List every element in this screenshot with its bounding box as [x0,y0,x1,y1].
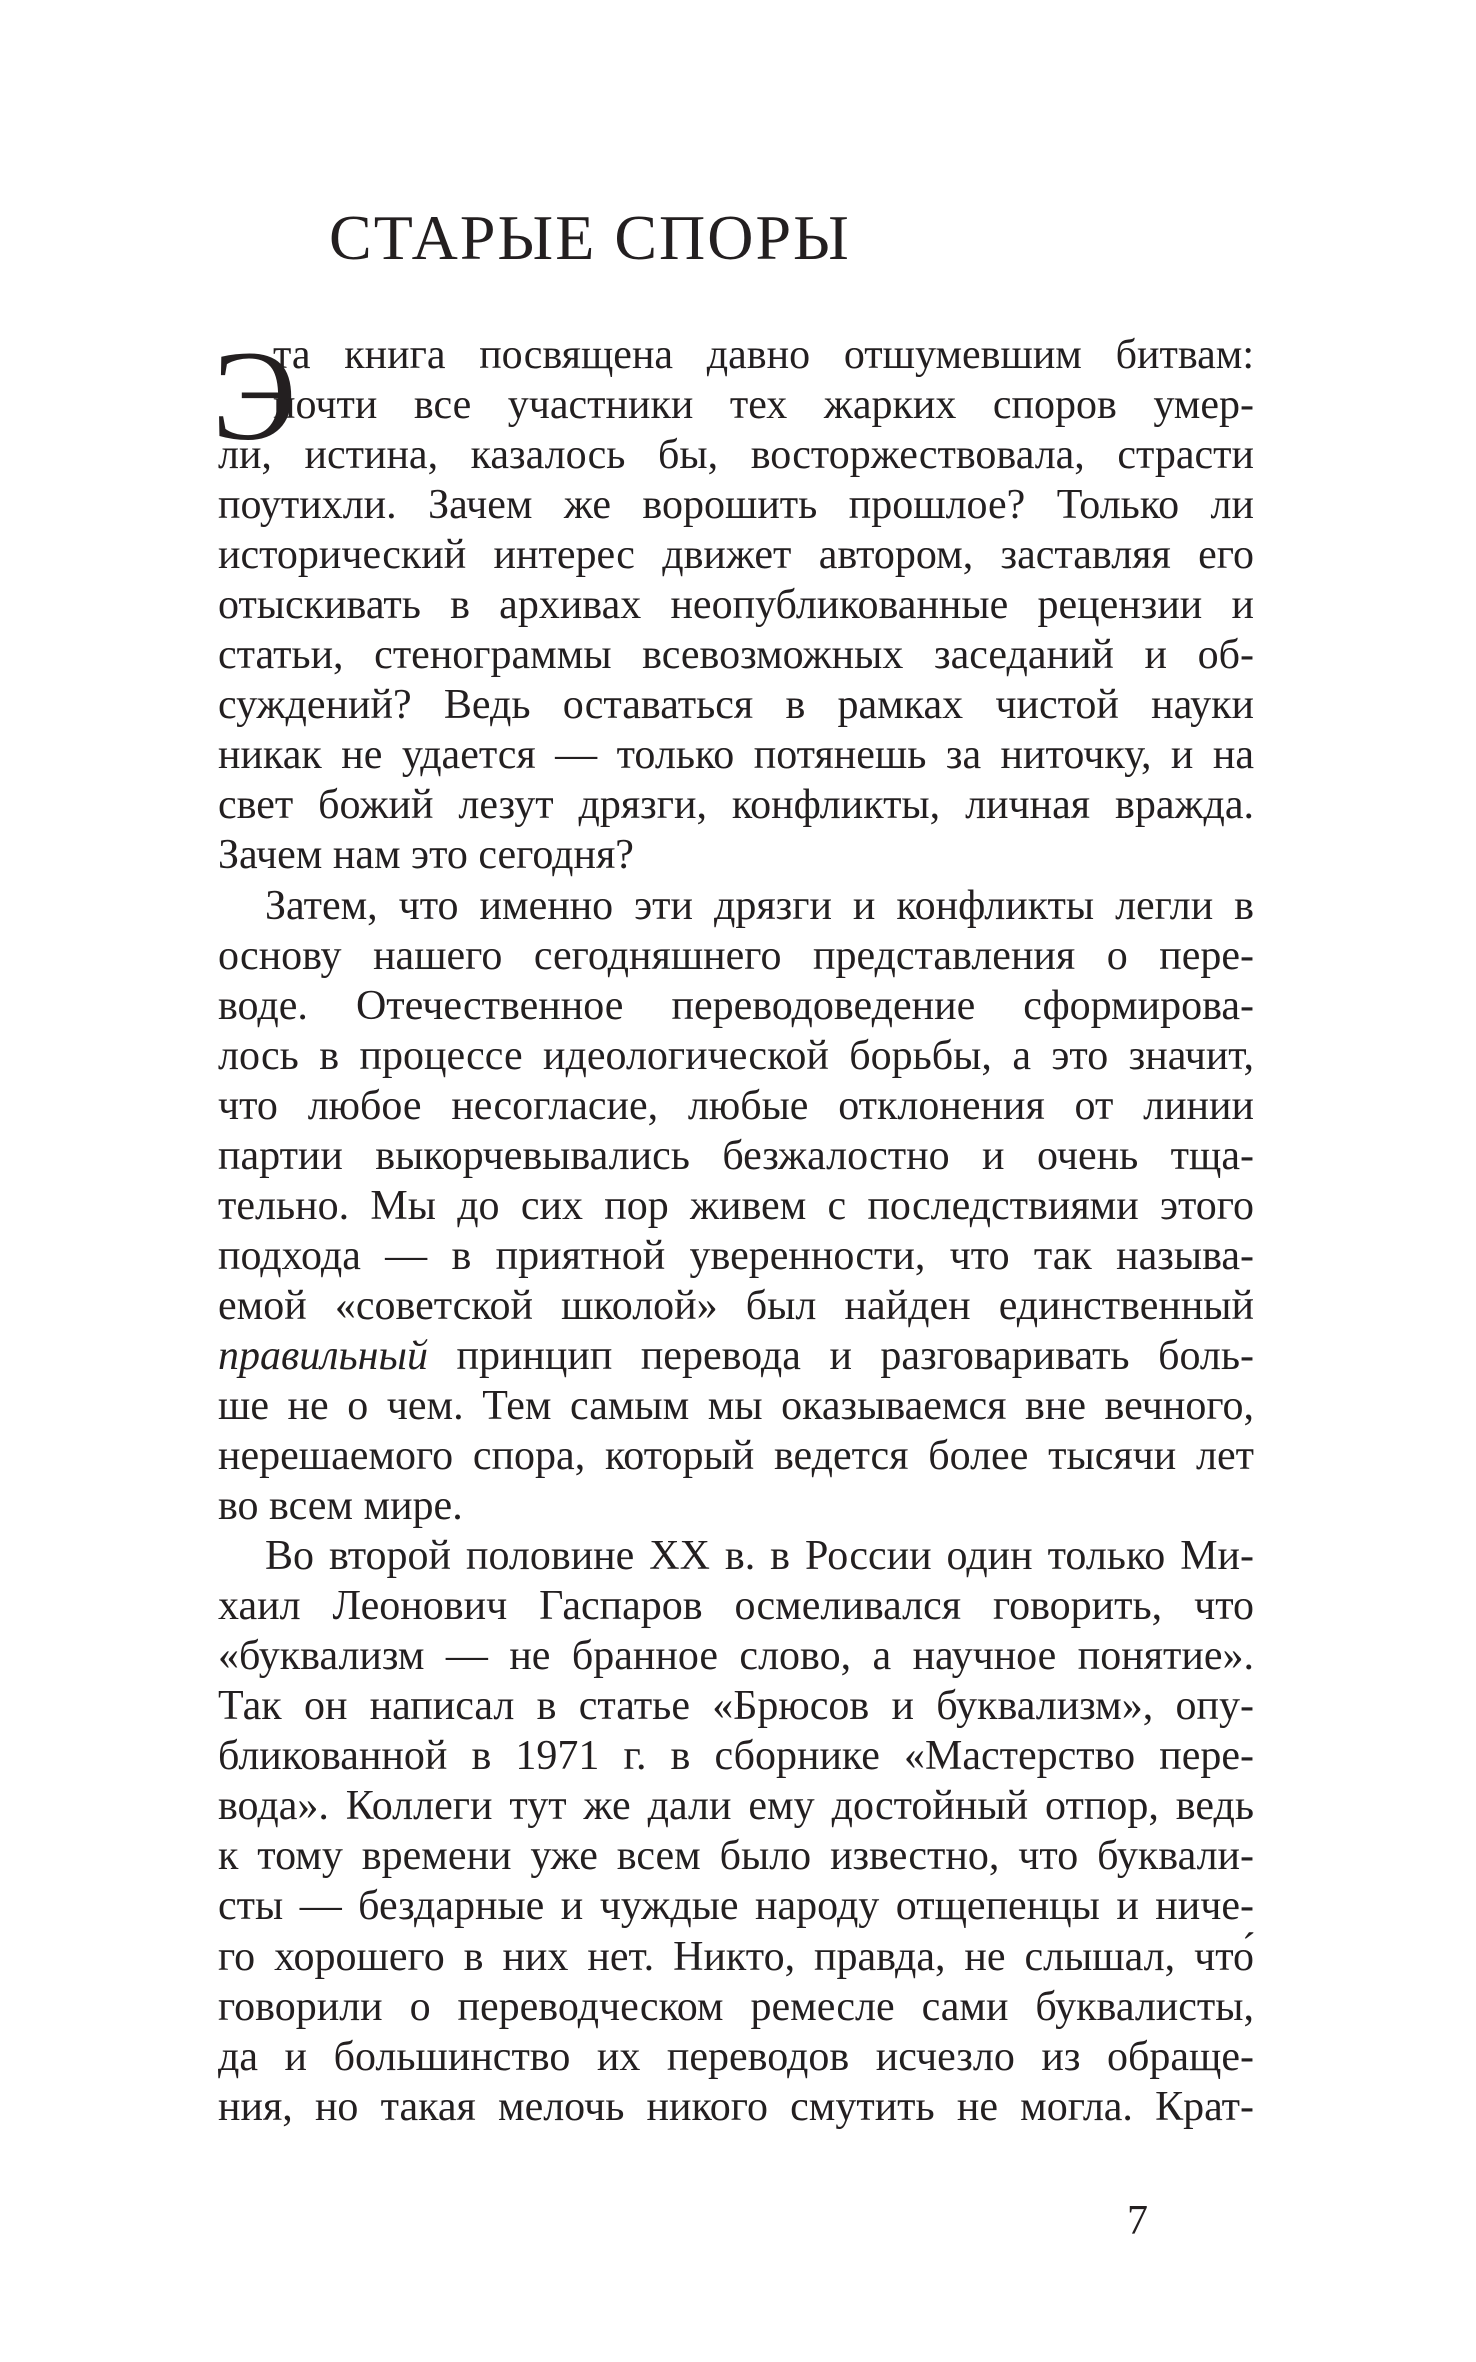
text-line: поутихли. Зачем же ворошить прошлое? Только ли [218,482,1254,529]
text-line: та книга посвящена давно отшумевшим битвам: [273,332,1254,378]
text-line: сты — бездарные и чуждые народу отщепенцы и ниче- [218,1883,1254,1930]
text-line: говорили о переводческом ремесле сами буквалисты, [218,1983,1254,2030]
text-line: основу нашего сегодняшнего представления о пере- [218,932,1254,979]
text-line: никак не удается — только потянешь за ниточку, и на [218,732,1254,779]
text-line [218,1331,1254,1381]
text-line: да и большинство их переводов исчезло из обраще- [218,2033,1254,2080]
body-text [212,325,1254,2132]
text-line: Зачем нам это сегодня? [218,832,634,879]
text-line: отыскивать в архивах неопубликованные рецензии и [218,582,1254,629]
drop-cap: Э [212,325,297,467]
text-line: партии выкорчевывались безжалостно и очень тща- [218,1132,1254,1179]
text-line: хаил Леонович Гаспаров осмеливался говорить, что [218,1583,1254,1630]
text-line: Во второй половине XX в. в России один только Ми- [265,1533,1254,1580]
text-line: во всем мире. [218,1483,463,1530]
text-line: Затем, что именно эти дрязги и конфликты легли в [265,882,1254,929]
text-line-rest: принцип перевода и разговаривать боль- [456,1332,1254,1379]
emphasis-word: правильный [218,1332,428,1379]
text-line: емой «советской школой» был найден единственный [218,1282,1254,1329]
text-line: вода». Коллеги тут же дали ему достойный отпор, ведь [218,1783,1254,1830]
text-line: исторический интерес движет автором, заставляя его [218,532,1254,579]
text-line: бликованной в 1971 г. в сборнике «Мастерство пере- [218,1733,1254,1780]
text-line: свет божий лезут дрязги, конфликты, личная вражда. [218,782,1254,829]
text-line: подхода — в приятной уверенности, что так называ- [218,1232,1254,1279]
text-line: Так он написал в статье «Брюсов и буквализм», опу- [218,1683,1254,1730]
text-line: го хорошего в них нет. Никто, правда, не слышал, что́ [218,1933,1254,1980]
text-line: суждений? Ведь оставаться в рамках чистой науки [218,682,1254,729]
text-line: ния, но такая мелочь никого смутить не могла. Крат- [218,2083,1254,2130]
text-line: лось в процессе идеологической борьбы, а это значит, [218,1032,1254,1079]
text-line: тельно. Мы до сих пор живем с последствиями этого [218,1182,1254,1229]
text-line: что любое несогласие, любые отклонения от линии [218,1082,1254,1129]
text-line: «буквализм — не бранное слово, а научное понятие». [218,1633,1254,1680]
text-line: ли, истина, казалось бы, восторжествовала, страсти [218,432,1254,479]
page-number: 7 [1127,2198,1148,2244]
text-line: статьи, стенограммы всевозможных заседаний и об- [218,632,1254,679]
page-title: СТАРЫЕ СПОРЫ [329,202,851,273]
text-line: ше не о чем. Тем самым мы оказываемся вне вечного, [218,1382,1254,1429]
text-line: нерешаемого спора, который ведется более тысячи лет [218,1433,1254,1480]
text-line: воде. Отечественное переводоведение сформирова- [218,982,1254,1029]
text-line: к тому времени уже всем было известно, что буквали- [218,1833,1254,1880]
text-line: почти все участники тех жарких споров умер- [273,382,1254,429]
